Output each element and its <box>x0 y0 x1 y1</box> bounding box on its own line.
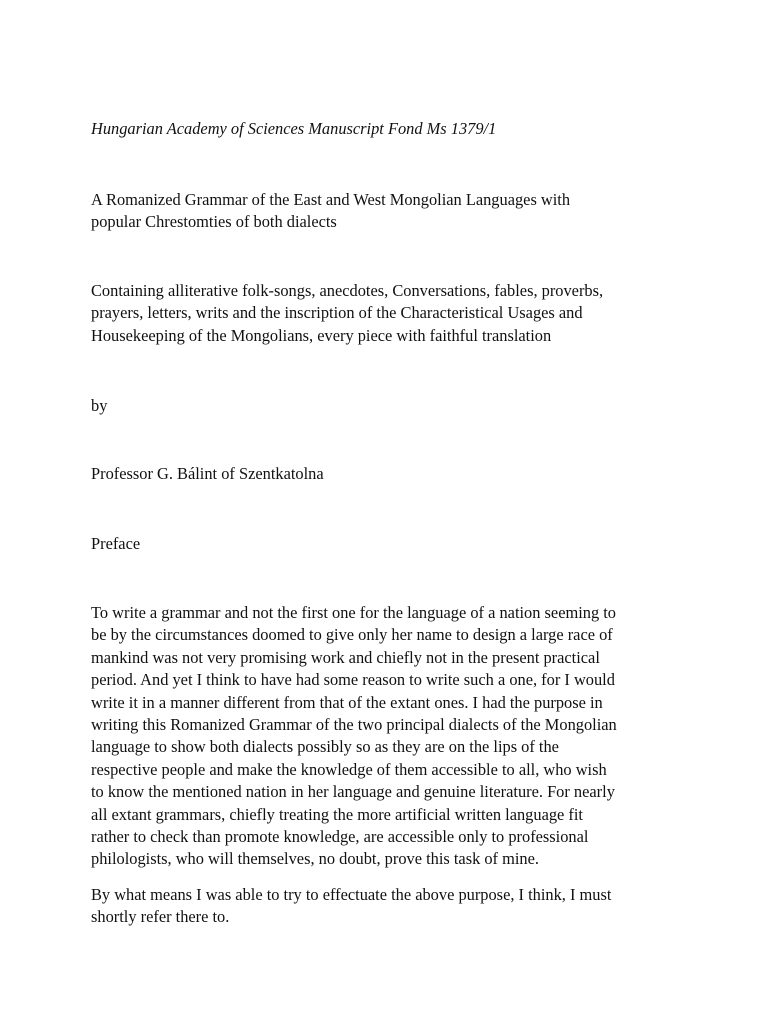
manuscript-source-line: Hungarian Academy of Sciences Manuscript Fond Ms 1379/1 <box>91 119 497 138</box>
author-name: Professor G. Bálint of Szentkatolna <box>91 464 324 483</box>
paragraph-line: write it in a manner different from that of the extant ones. I had the purpose in <box>91 692 603 712</box>
paragraph-line: language to show both dialects possibly so as they are on the lips of the <box>91 737 559 757</box>
paragraph-line: respective people and make the knowledge of them accessible to all, who wish <box>91 759 607 779</box>
paragraph-line: mankind was not very promising work and chiefly not in the present practical <box>91 647 600 667</box>
paragraph-line: To write a grammar and not the first one for the language of a nation seeming to <box>91 603 617 622</box>
paragraph-line: rather to check than promote knowledge, are accessible only to professional <box>91 827 589 847</box>
by-line: by <box>91 396 108 415</box>
title-line: popular Chrestomties of both dialects <box>91 212 337 232</box>
paragraph-line: to know the mentioned nation in her language and genuine literature. For nearly <box>91 782 615 802</box>
paragraph-line: shortly refer there to. <box>91 907 230 927</box>
preface-paragraph-1 <box>91 602 677 871</box>
paragraph-line: By what means I was able to try to effectuate the above purpose, I think, I must <box>91 885 612 904</box>
contents-description <box>91 280 691 347</box>
contents-line: Housekeeping of the Mongolians, every piece with faithful translation <box>91 325 552 345</box>
paragraph-line: writing this Romanized Grammar of the two principal dialects of the Mongolian <box>91 715 617 735</box>
paragraph-line: philologists, who will themselves, no doubt, prove this task of mine. <box>91 849 539 869</box>
document-title <box>91 189 691 234</box>
paragraph-line: period. And yet I think to have had some reason to write such a one, for I would <box>91 670 615 690</box>
paragraph-line: all extant grammars, chiefly treating the more artificial written language fit <box>91 804 583 824</box>
paragraph-line: be by the circumstances doomed to give only her name to design a large race of <box>91 625 613 645</box>
preface-heading: Preface <box>91 534 141 553</box>
title-line: A Romanized Grammar of the East and West Mongolian Languages with <box>91 190 571 209</box>
preface-paragraph-2 <box>91 884 677 929</box>
contents-line: prayers, letters, writs and the inscription of the Characteristical Usages and <box>91 303 583 323</box>
contents-line: Containing alliterative folk-songs, anecdotes, Conversations, fables, proverbs, <box>91 281 604 300</box>
